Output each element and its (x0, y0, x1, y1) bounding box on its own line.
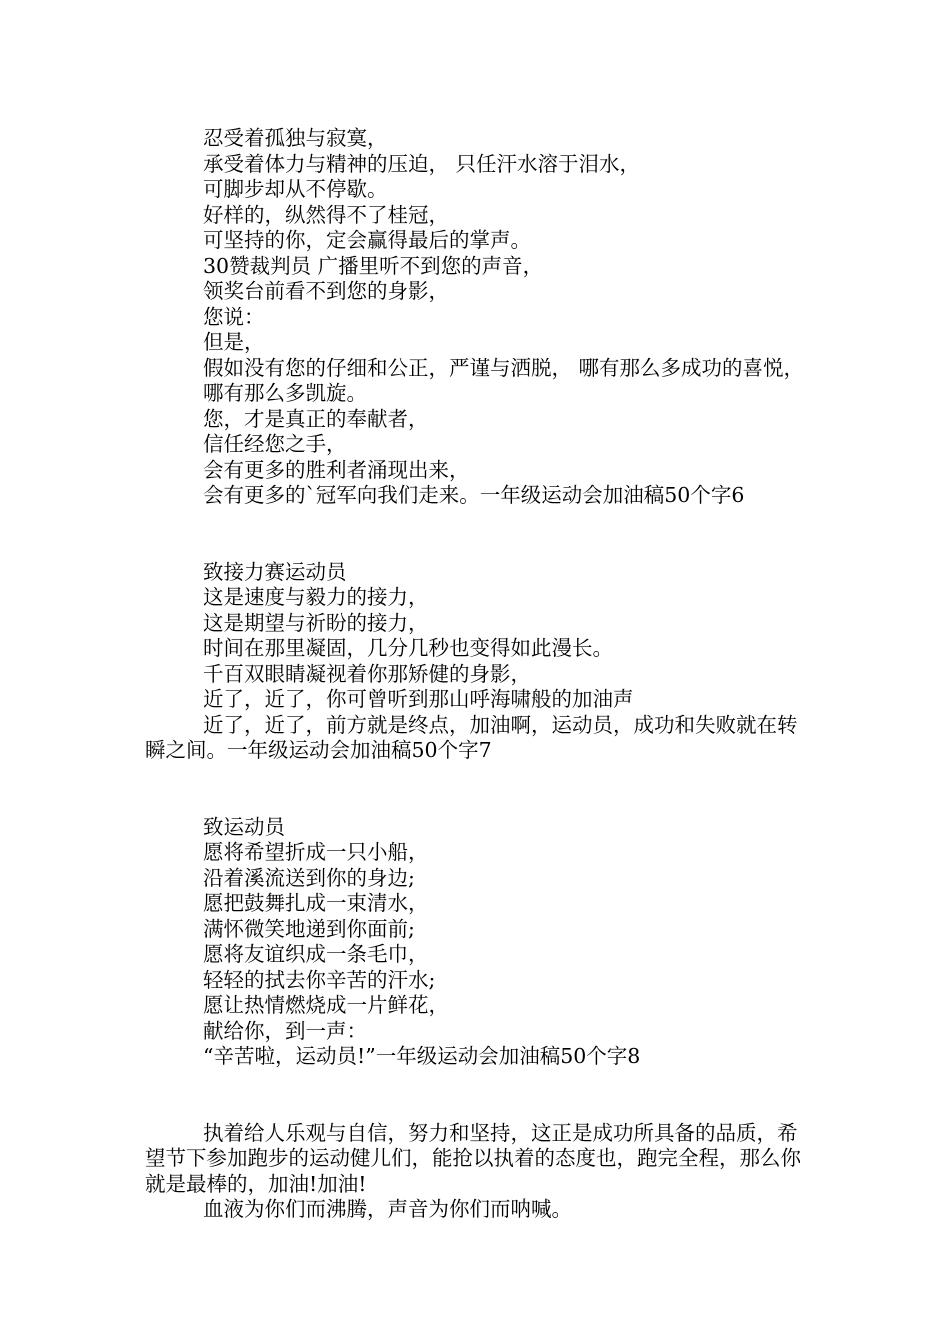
text-paragraph: 近了，近了，前方就是终点，加油啊，运动员，成功和失败就在转瞬之间。一年级运动会加油稿50个字7 (145, 712, 798, 762)
text-line: 信任经您之手， (203, 432, 347, 456)
section-heading: 致接力赛运动员 (203, 559, 347, 584)
text-line: 献给你，到一声： (203, 1018, 367, 1043)
section-gap (145, 1070, 810, 1121)
text-line: 30赞裁判员 广播里听不到您的声音， (203, 253, 544, 278)
text-line: 愿把鼓舞扎成一束清水， (203, 891, 429, 915)
text-line: 但是， (203, 330, 265, 354)
text-line: 沿着溪流送到你的身边; (203, 865, 415, 890)
text-line: 领奖台前看不到您的身影， (203, 279, 449, 303)
text-line: 这是速度与毅力的接力， (203, 585, 429, 609)
document-page (145, 126, 810, 1223)
text-paragraph: 假如没有您的仔细和公正，严谨与洒脱， 哪有那么多成功的喜悦， (203, 355, 805, 380)
text-line: 轻轻的拭去你辛苦的汗水; (203, 967, 436, 992)
text-line: 可坚持的你，定会赢得最后的掌声。 (203, 228, 531, 252)
text-line: 满怀微笑地递到你面前; (203, 916, 415, 941)
text-line: “辛苦啦，运动员!”一年级运动会加油稿50个字8 (203, 1044, 641, 1068)
text-line: 会有更多的胜利者涌现出来， (203, 457, 470, 482)
text-paragraph: 执着给人乐观与自信，努力和坚持，这正是成功所具备的品质，希望节下参加跑步的运动健儿们，能抢以执着的态度也，跑完全程，那么你就是最棒的，加油!加油! (145, 1120, 801, 1196)
text-line: 千百双眼睛凝视着你那矫健的身影， (203, 661, 531, 686)
text-line: 血液为你们而沸腾，声音为你们而呐喊。 (203, 1197, 572, 1221)
text-line: 好样的，纵然得不了桂冠， (203, 202, 449, 227)
text-line: 哪有那么多凯旋。 (203, 381, 367, 405)
text-line: 忍受着孤独与寂寞， (203, 126, 388, 150)
text-line: 时间在那里凝固，几分几秒也变得如此漫长。 (203, 636, 613, 660)
text-line: 愿将希望折成一只小船， (203, 840, 429, 864)
text-line: 这是期望与祈盼的接力， (203, 610, 429, 635)
text-line: 可脚步却从不停歇。 (203, 177, 388, 201)
section-gap (145, 509, 810, 560)
section-gap (145, 764, 810, 815)
text-line: 愿将友谊织成一条毛巾， (203, 942, 429, 966)
text-line: 您说： (203, 304, 265, 329)
text-line: 愿让热情燃烧成一片鲜花， (203, 993, 449, 1017)
text-line: 近了，近了，你可曾听到那山呼海啸般的加油声 (203, 687, 634, 711)
text-line: 您，才是真正的奉献者， (203, 406, 429, 431)
text-line: 会有更多的`冠军向我们走来。一年级运动会加油稿50个字6 (203, 483, 745, 507)
text-line: 承受着体力与精神的压迫， 只任汗水溶于泪水， (203, 151, 641, 176)
section-heading: 致运动员 (203, 814, 285, 839)
